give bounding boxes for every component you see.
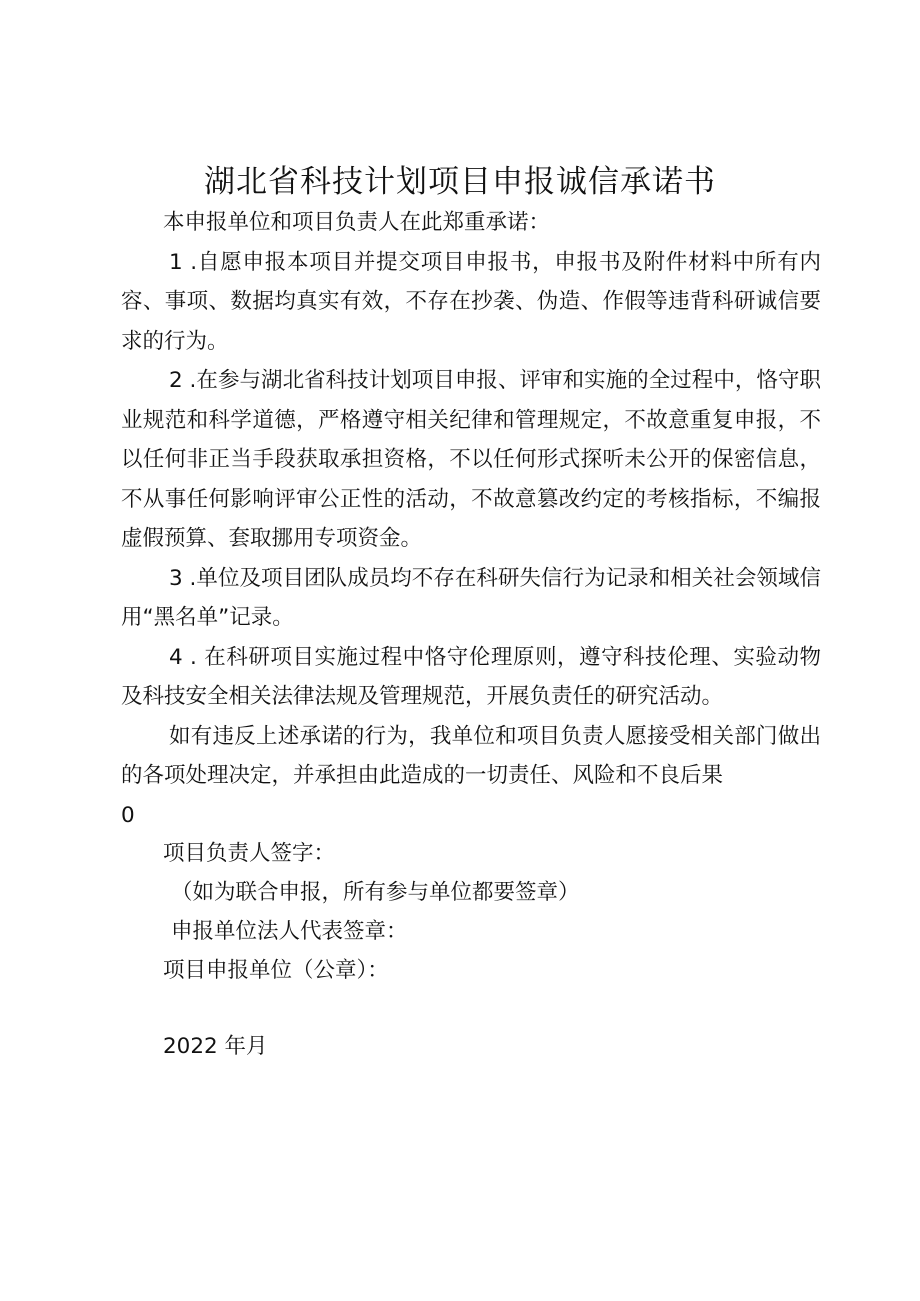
signature-block <box>163 834 580 990</box>
joint-application-note: （如为联合申报，所有参与单位都要签章） <box>171 880 580 905</box>
commitment-item-1: 1 .自愿申报本项目并提交项目申报书，申报书及附件材料中所有内容、事项、数据均真实有效，不存在抄袭、伪造、作假等违背科研诚信要求的行为。 <box>121 249 821 354</box>
document-body <box>121 203 821 835</box>
document-date: 2022 年月 <box>163 1034 268 1059</box>
closing-paragraph: 如有违反上述承诺的行为，我单位和项目负责人愿接受相关部门做出的各项处理决定，并承担由此造成的一切责任、风险和不良后果 <box>121 723 821 788</box>
commitment-item-2: 2 .在参与湖北省科技计划项目申报、评审和实施的全过程中，恪守职业规范和科学道德，严格遵守相关纪律和管理规定，不故意重复申报，不以任何非正当手段获取承担资格，不以任何形式探听未公开的保密信息，不从事任何影响评审公正性的活动，不故意篡改约定的考核指标，不编报虚假预算、套取挪用专项资金。 <box>121 368 821 551</box>
leader-signature-label: 项目负责人签字： <box>163 841 336 866</box>
closing-tail: 0 <box>121 802 135 828</box>
commitment-item-3: 3 .单位及项目团队成员均不存在科研失信行为记录和相关社会领域信用“黑名单”记录。 <box>121 565 821 630</box>
legal-rep-signature-label: 申报单位法人代表签章： <box>171 919 408 944</box>
commitment-item-4: 4 . 在科研项目实施过程中恪守伦理原则，遵守科技伦理、实验动物及科技安全相关法律法规及管理规范，开展负责任的研究活动。 <box>121 644 821 709</box>
unit-seal-label: 项目申报单位（公章）： <box>163 958 389 983</box>
intro-paragraph: 本申报单位和项目负责人在此郑重承诺： <box>163 210 551 235</box>
document-title: 湖北省科技计划项目申报诚信承诺书 <box>204 164 716 200</box>
